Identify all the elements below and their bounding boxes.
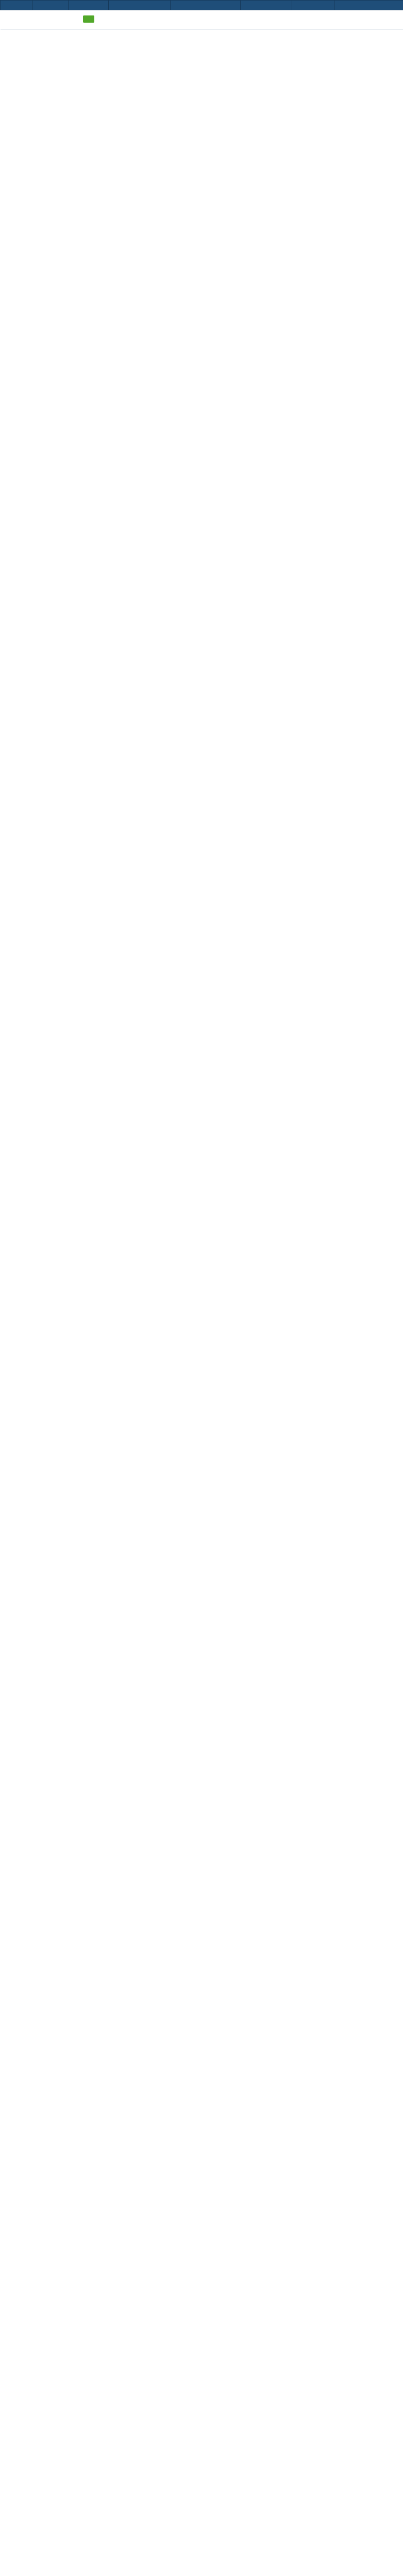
table-cell bbox=[171, 10, 241, 30]
table-cell bbox=[32, 10, 69, 30]
status-badge bbox=[83, 15, 94, 23]
column-header bbox=[32, 1, 69, 10]
table-cell bbox=[241, 10, 292, 30]
column-header bbox=[69, 1, 109, 10]
column-header bbox=[292, 1, 334, 10]
data-table bbox=[0, 0, 403, 30]
table-cell bbox=[292, 10, 334, 30]
column-header bbox=[241, 1, 292, 10]
column-header bbox=[171, 1, 241, 10]
column-header bbox=[109, 1, 171, 10]
table-body bbox=[1, 10, 403, 30]
table-cell bbox=[1, 10, 32, 30]
header-row bbox=[1, 1, 403, 10]
column-header bbox=[334, 1, 403, 10]
status-cell bbox=[69, 10, 109, 30]
table-cell bbox=[109, 10, 171, 30]
table-cell bbox=[334, 10, 403, 30]
table-row bbox=[1, 10, 403, 30]
column-header bbox=[1, 1, 32, 10]
table-header bbox=[1, 1, 403, 10]
